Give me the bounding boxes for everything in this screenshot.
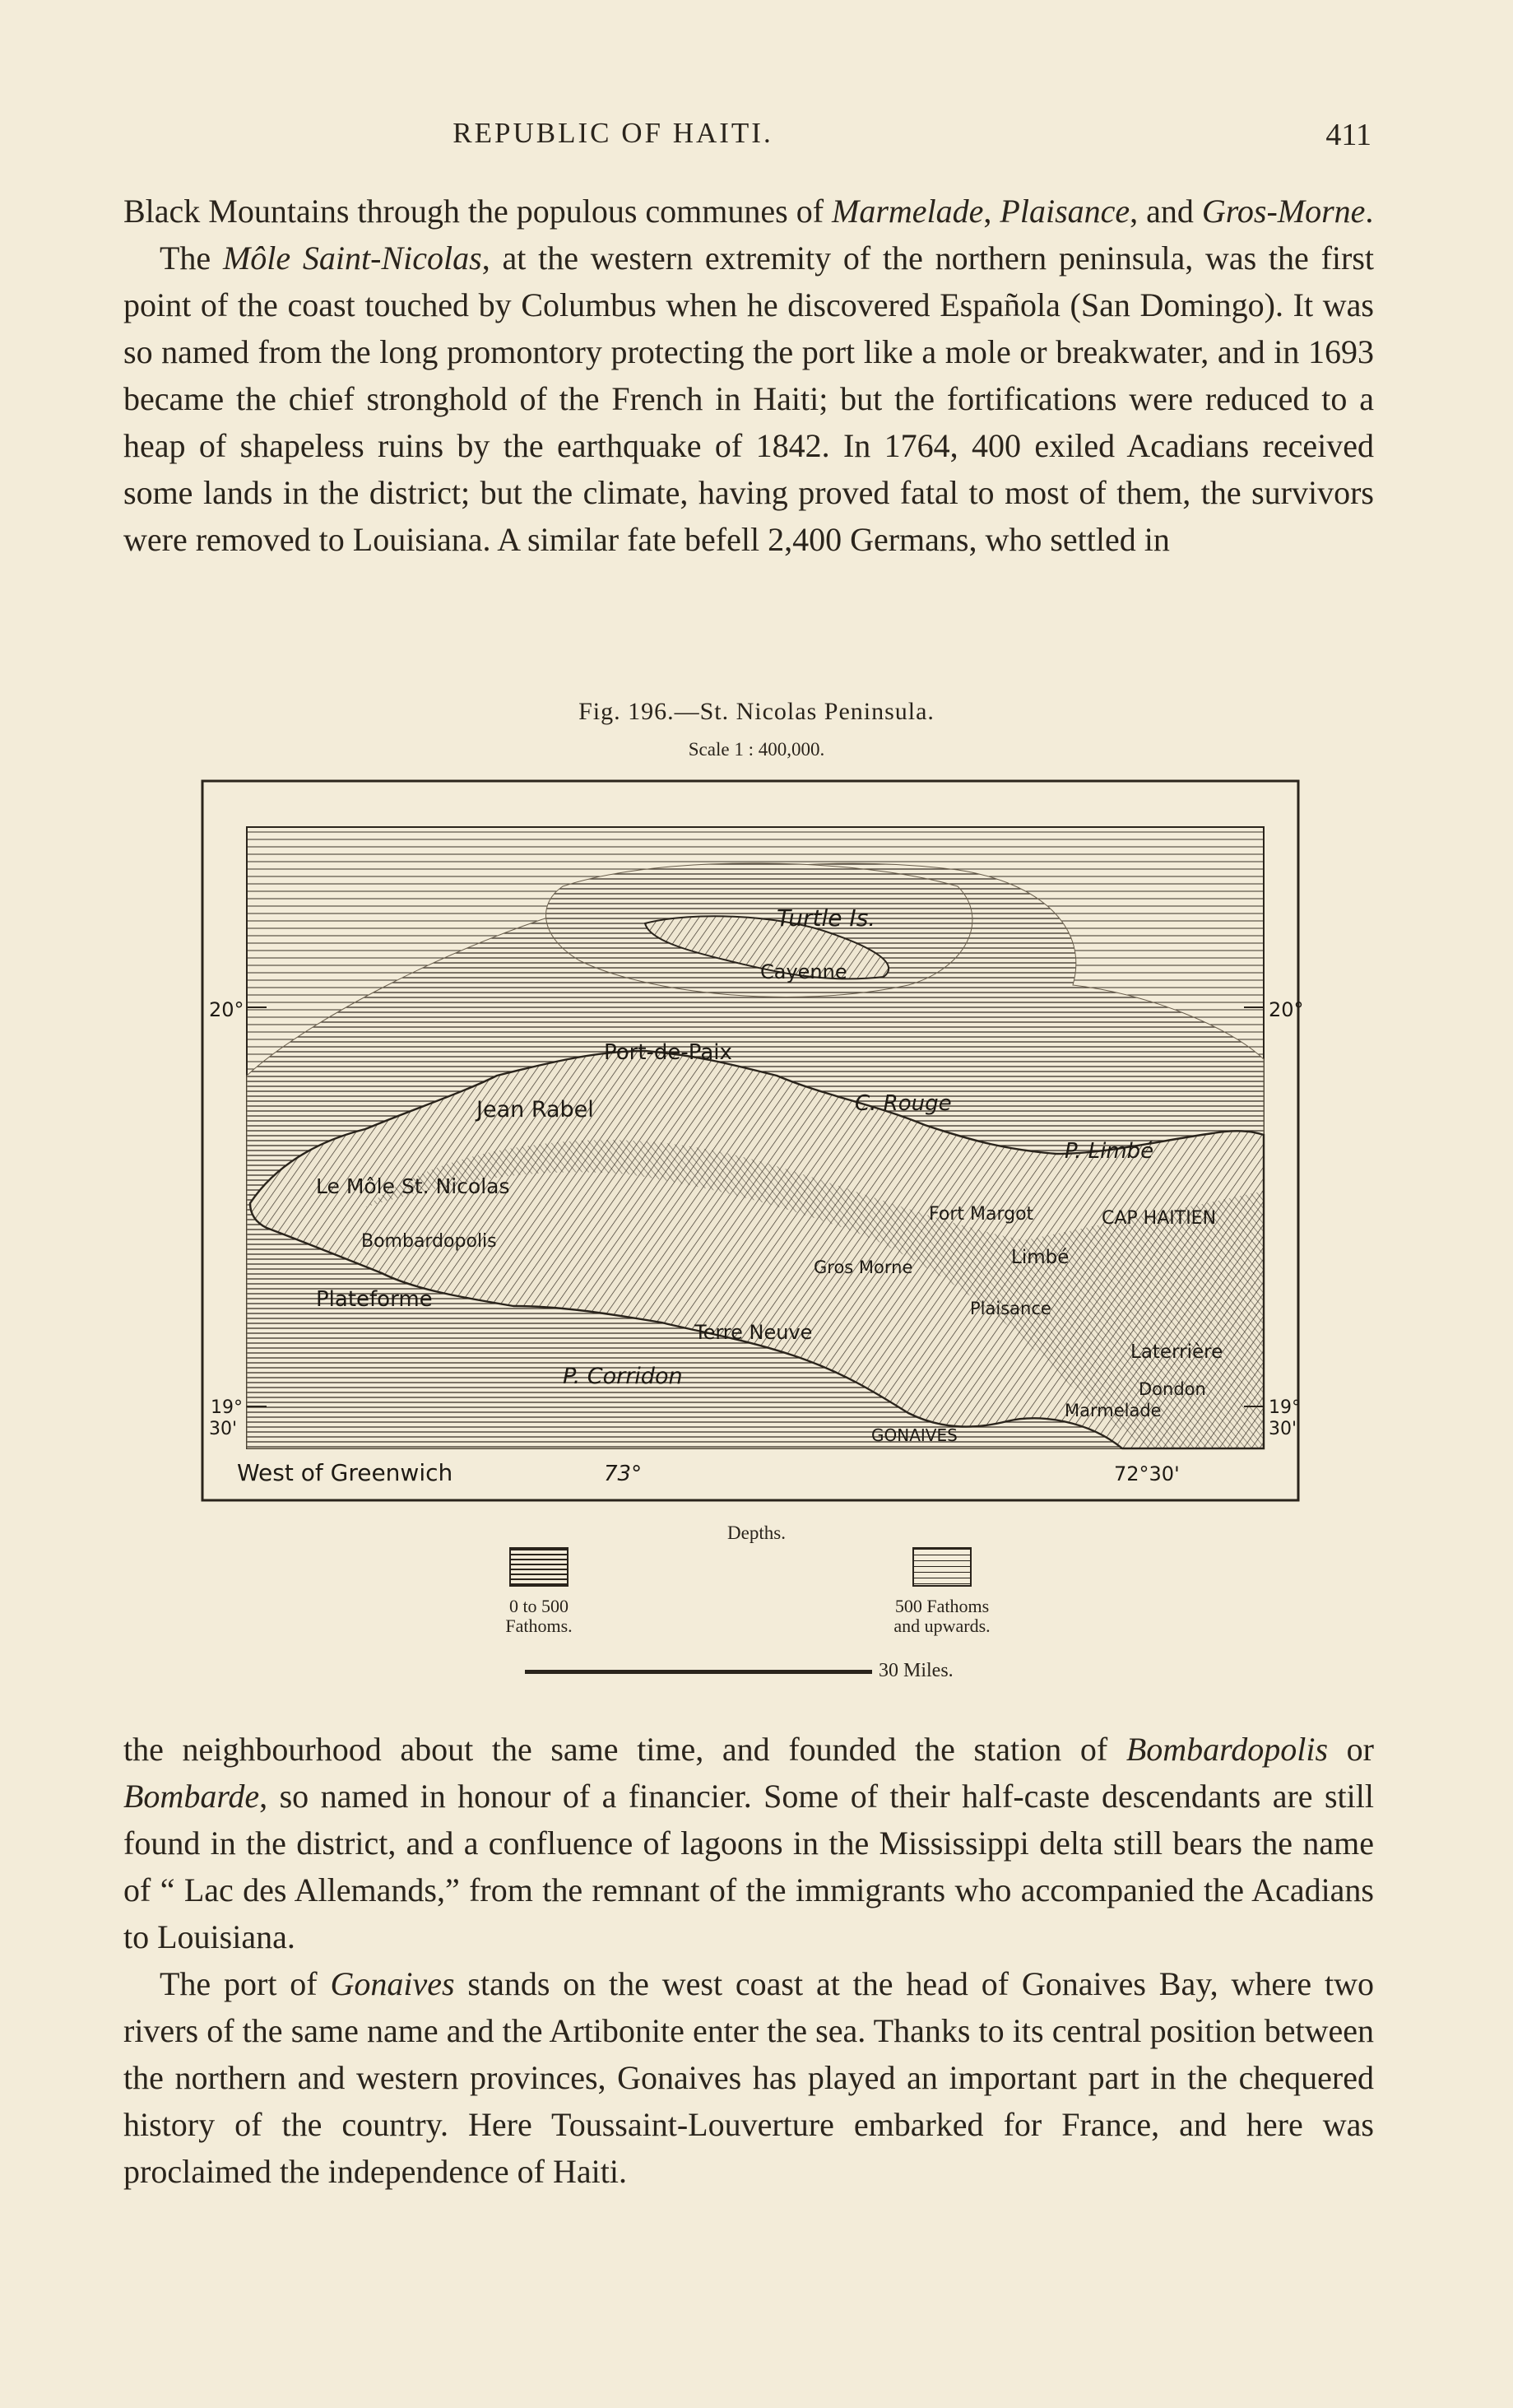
text-run: the neighbourhood about the same time, and founded the station of: [123, 1731, 1126, 1768]
map-figure: [201, 779, 1304, 1502]
label-lat-19-left: 19°: [211, 1397, 243, 1418]
label-gonaives: GONAIVES: [871, 1425, 958, 1445]
paragraph: [123, 1726, 1374, 1960]
text-run: Black Mountains through the populous communes of: [123, 193, 833, 230]
label-limbe: Limbé: [1011, 1247, 1070, 1268]
label-lat-20-right: 20°: [1269, 998, 1304, 1021]
label-gros-morne: Gros Morne: [814, 1257, 913, 1277]
paragraph: [123, 235, 1374, 563]
body-text-bottom: [123, 1726, 1374, 2195]
label-p-limbe: P. Limbé: [1065, 1139, 1154, 1164]
legend-swatch-deep: [912, 1547, 972, 1587]
label-lat-30-left: 30': [209, 1419, 238, 1439]
map-svg: [201, 779, 1304, 1502]
label-le-mole: Le Môle St. Nicolas: [316, 1174, 510, 1198]
label-plaisance: Plaisance: [970, 1299, 1051, 1318]
label-lat-20-left: 20°: [209, 998, 244, 1021]
text-run: , and: [1130, 193, 1202, 230]
label-plateforme: Plateforme: [316, 1287, 433, 1312]
page-number: 411: [1325, 118, 1371, 152]
label-jean-rabel: Jean Rabel: [476, 1097, 594, 1123]
italic-place-name: Plaisance: [1000, 193, 1130, 230]
legend-deep-unit: and upwards.: [893, 1615, 991, 1636]
text-run: , so named in honour of a financier. Some of their half-caste descendants are still found in the district, and a confluence of lagoons in the Mississippi delta still bears the name of “ Lac des Allemands,” from the remnant of the immigrants who accompanied the Acadians to Louisiana.: [123, 1778, 1374, 1955]
label-c-rouge: C. Rouge: [855, 1091, 952, 1116]
label-p-corridon: P. Corridon: [563, 1364, 683, 1389]
paragraph: [123, 188, 1374, 235]
label-laterriere: Laterrière: [1130, 1341, 1223, 1363]
label-lon-73: 73°: [604, 1462, 643, 1486]
label-west-of-greenwich: West of Greenwich: [237, 1459, 453, 1486]
label-lat-19-right: 19°: [1269, 1397, 1301, 1418]
legend-deep-label: 500 Fathoms: [894, 1596, 990, 1616]
label-marmelade: Marmelade: [1065, 1401, 1162, 1420]
italic-place-name: Bombardopolis: [1125, 1731, 1329, 1768]
label-turtle-island: Turtle Is.: [777, 904, 876, 932]
label-cayenne: Cayenne: [760, 960, 847, 983]
text-run: The port of: [160, 1965, 331, 2002]
legend-swatch-shallow: [509, 1547, 569, 1587]
label-fort-margot: Fort Margot: [929, 1204, 1034, 1225]
label-cap-haitien: CAP HAITIEN: [1102, 1208, 1217, 1229]
label-lon-72-30: 72°30': [1114, 1462, 1180, 1485]
figure-scale: Scale 1 : 400,000.: [688, 739, 825, 760]
text-run: .: [1365, 193, 1374, 230]
italic-place-name: Môle Saint-Nicolas: [222, 239, 482, 277]
text-run: stands on the west coast at the head of Gonaives Bay, where two rivers of the same name and the Artibonite enter the sea. Thanks to its central position between the northern and western provinces, Gonaives has played an important part in the chequered history of the country. Here Toussaint-Louverture embarked for France, and here was proclaimed the independence of Haiti.: [123, 1965, 1375, 2190]
paragraph: [123, 1960, 1374, 2195]
scale-bar: [525, 1670, 872, 1674]
italic-place-name: Marmelade: [832, 193, 984, 230]
italic-place-name: Bombarde: [123, 1778, 260, 1815]
text-run: , at the western extremity of the northern peninsula, was the first point of the coast touched by Columbus when he discovered Española (San Domingo). It was so named from the long promontory protecting the port like a mole or breakwater, and in 1693 became the chief stronghold of the French in Haiti; but the fortifications were reduced to a heap of shapeless ruins by the earthquake of 1842. In 1764, 400 exiled Acadians received some lands in the district; but the climate, having proved fatal to most of them, the survivors were removed to Louisiana. A similar fate befell 2,400 Germans, who settled in: [123, 239, 1374, 558]
figure-caption: Fig. 196.—St. Nicolas Peninsula.: [578, 698, 935, 725]
italic-place-name: Gros-Morne: [1201, 193, 1366, 230]
running-title: REPUBLIC OF HAITI.: [453, 117, 773, 149]
text-run: ,: [983, 193, 1000, 230]
legend-shallow-unit: Fathoms.: [505, 1615, 573, 1636]
text-run: The: [160, 239, 223, 277]
label-bombardopolis: Bombardopolis: [361, 1231, 497, 1252]
scale-bar-label: 30 Miles.: [879, 1660, 954, 1681]
label-port-de-paix: Port-de-Paix: [604, 1040, 732, 1065]
body-text-top: [123, 188, 1374, 563]
text-run: or: [1328, 1731, 1374, 1768]
label-lat-30-right: 30': [1269, 1419, 1297, 1439]
legend-shallow: [461, 1547, 617, 1636]
italic-place-name: Gonaives: [330, 1965, 455, 2002]
legend-title: Depths.: [727, 1522, 786, 1543]
legend-deep: [847, 1547, 1037, 1636]
label-dondon: Dondon: [1139, 1379, 1206, 1399]
running-header: [0, 117, 1513, 158]
legend-shallow-label: 0 to 500: [508, 1596, 569, 1616]
label-terre-neuve: Terre Neuve: [694, 1321, 813, 1344]
